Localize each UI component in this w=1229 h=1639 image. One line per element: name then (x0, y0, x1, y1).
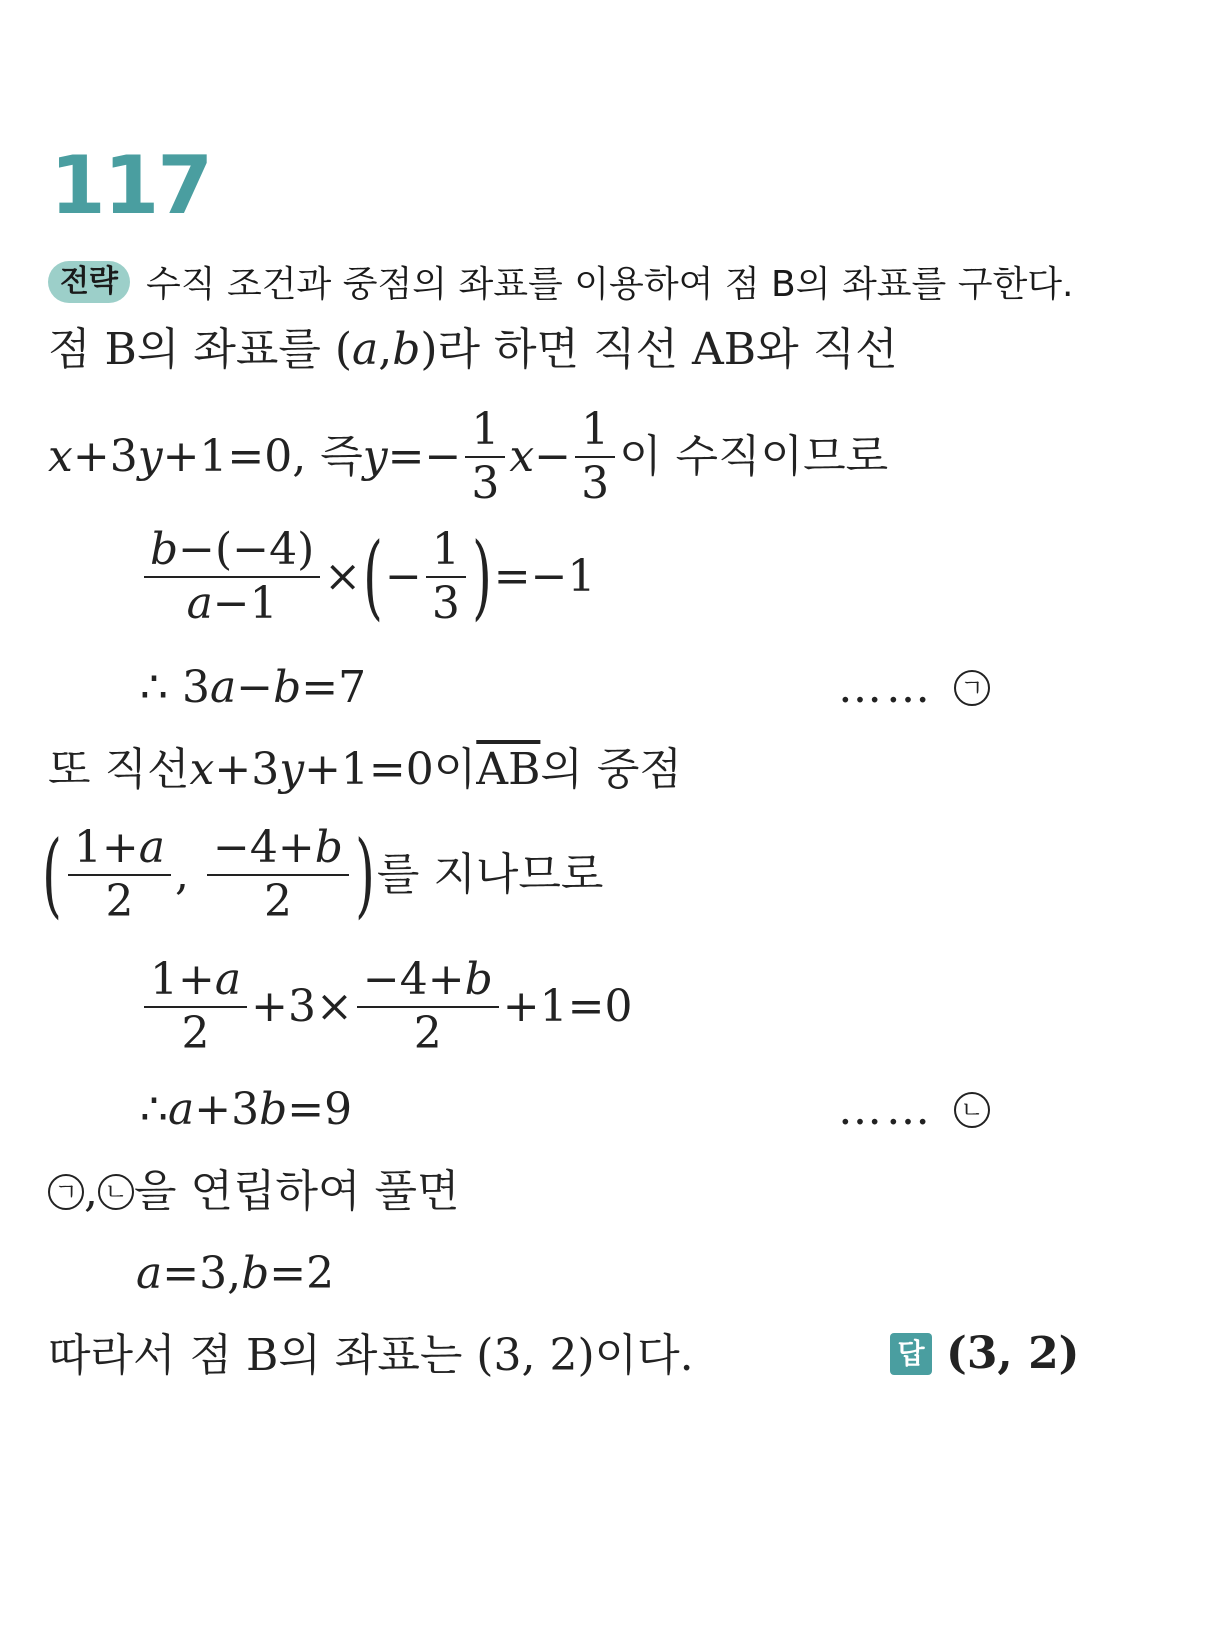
fraction (465, 404, 505, 509)
var-b: b (464, 954, 493, 1005)
fraction-denominator: 3 (581, 458, 610, 509)
text: =3, (162, 1248, 242, 1299)
text: 또 직선 (48, 744, 190, 795)
solution-line-5 (48, 744, 682, 795)
fraction (144, 954, 247, 1059)
text: , (175, 849, 190, 900)
text: ∴ 3 (140, 662, 210, 713)
text: 점 B의 좌표를 ( (48, 324, 352, 375)
fraction (426, 524, 466, 629)
circled-mark: ㄱ (48, 1174, 84, 1210)
text: − (534, 431, 572, 482)
text: −4+ (213, 822, 315, 873)
text: , (84, 1166, 98, 1217)
answer (890, 1328, 1080, 1379)
fraction (68, 822, 171, 927)
var-y: y (279, 744, 305, 795)
conclusion (48, 1330, 694, 1381)
circled-mark: ㄴ (954, 1092, 990, 1128)
text: =9 (287, 1084, 353, 1135)
text: , (378, 324, 393, 375)
left-paren: ( (42, 821, 62, 928)
text: − (236, 662, 274, 713)
fraction-numerator (207, 822, 349, 876)
fraction-numerator (357, 954, 499, 1008)
fraction-numerator (144, 524, 320, 578)
var-b: b (259, 1084, 288, 1135)
var-x: x (48, 431, 73, 482)
fraction-denominator: 2 (105, 876, 134, 927)
fraction (357, 954, 499, 1059)
equation-solution (136, 1248, 335, 1299)
var-a: a (351, 324, 379, 375)
text: =− (387, 431, 462, 482)
fraction-numerator (144, 954, 247, 1008)
text: 을 연립하여 풀면 (134, 1166, 460, 1217)
fraction-denominator (181, 578, 284, 629)
text: −1 (212, 578, 278, 629)
var-a: a (186, 578, 213, 629)
equation-midpoint (140, 954, 633, 1059)
equation-label-ㄱ (838, 662, 990, 713)
var-a: a (214, 954, 242, 1005)
text: …… (838, 662, 934, 713)
text: +1=0 (502, 981, 633, 1032)
var-b: b (314, 822, 343, 873)
text: +3× (251, 981, 353, 1032)
fraction-numerator (68, 822, 171, 876)
var-b: b (273, 662, 302, 713)
solution-line-1 (48, 324, 898, 375)
text: +3 (214, 744, 280, 795)
solution-line-2 (48, 404, 889, 509)
text: +1=0, 즉 (162, 431, 363, 482)
text: − (385, 551, 422, 602)
text: × (324, 551, 362, 602)
var-a: a (136, 1248, 163, 1299)
var-y: y (137, 431, 163, 482)
strategy-badge: 전략 (48, 261, 130, 303)
solution-line-9 (48, 1166, 460, 1217)
circled-mark: ㄴ (98, 1174, 134, 1210)
var-x: x (189, 744, 215, 795)
text: 1+ (73, 822, 139, 873)
equation-label-ㄴ (838, 1084, 990, 1135)
right-paren: ) (471, 523, 492, 630)
fraction-denominator: 2 (263, 876, 292, 927)
text: )라 하면 직선 AB와 직선 (420, 324, 898, 375)
var-x: x (509, 431, 535, 482)
text: …… (838, 1084, 934, 1135)
equation-ㄱ (140, 662, 367, 713)
text: +3 (194, 1084, 260, 1135)
answer-value: (3, 2) (946, 1328, 1080, 1379)
var-a: a (138, 822, 166, 873)
var-a: a (209, 662, 237, 713)
var-b: b (241, 1248, 270, 1299)
fraction-denominator: 3 (471, 458, 500, 509)
text: −(−4) (178, 524, 315, 575)
fraction (575, 404, 615, 509)
text: 의 중점 (540, 744, 682, 795)
var-b: b (392, 324, 421, 375)
text: 를 지나므로 (376, 849, 604, 900)
equation-perpendicular (140, 523, 596, 630)
text: =−1 (493, 551, 596, 602)
fraction-numerator: 1 (575, 408, 615, 458)
fraction-denominator: 2 (181, 1008, 210, 1059)
var-y: y (362, 431, 388, 482)
problem-number: 117 (50, 139, 211, 232)
text: =7 (301, 662, 367, 713)
text: +3 (72, 431, 138, 482)
var-b: b (150, 524, 179, 575)
fraction-numerator: 1 (426, 528, 466, 578)
text: 1+ (150, 954, 215, 1005)
equation-ㄴ (140, 1084, 353, 1135)
fraction-denominator: 2 (413, 1008, 442, 1059)
text: 이 수직이므로 (619, 431, 889, 482)
fraction-denominator: 3 (431, 578, 460, 629)
conclusion-text: 따라서 점 B의 좌표는 (3, 2)이다. (48, 1330, 694, 1381)
right-paren: ) (355, 821, 375, 928)
fraction (207, 822, 349, 927)
text: ∴ (140, 1084, 168, 1135)
answer-badge: 답 (890, 1333, 932, 1375)
solution-line-6 (40, 821, 604, 928)
strategy-text: 수직 조건과 중점의 좌표를 이용하여 점 B의 좌표를 구한다. (145, 264, 1074, 305)
fraction-numerator: 1 (465, 408, 505, 458)
text: +1=0이 (304, 744, 477, 795)
strategy-row (48, 256, 1074, 307)
var-a: a (168, 1084, 195, 1135)
segment-ab: $\overline{AB}$ (476, 744, 541, 795)
circled-mark: ㄱ (954, 670, 990, 706)
left-paren: ( (363, 523, 383, 630)
text: =2 (269, 1248, 335, 1299)
text: −4+ (362, 954, 465, 1005)
fraction (144, 524, 320, 629)
